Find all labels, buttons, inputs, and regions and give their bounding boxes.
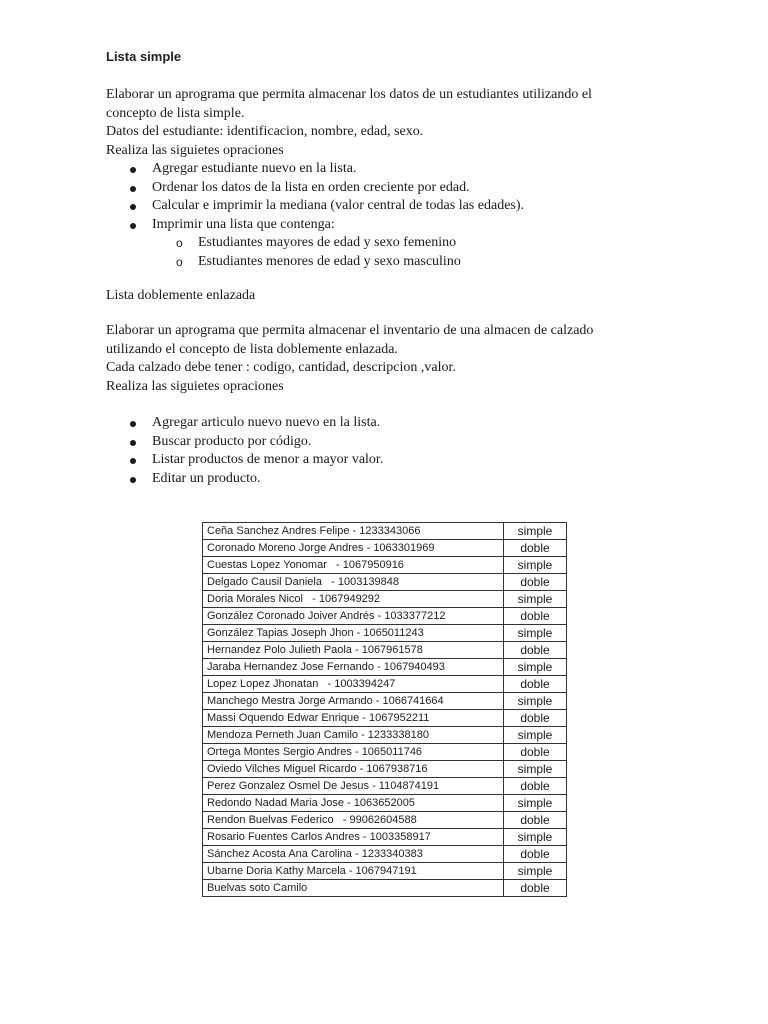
section2-bullet-list	[106, 414, 383, 488]
student-name-cell: Manchego Mestra Jorge Armando - 1066741664	[203, 693, 504, 710]
student-name-cell: Jaraba Hernandez Jose Fernando - 1067940493	[203, 659, 504, 676]
list-type-cell: doble	[504, 710, 567, 727]
list-type-cell: doble	[504, 880, 567, 897]
list-type-cell: doble	[504, 540, 567, 557]
list-item: Agregar articulo nuevo nuevo en la lista.	[106, 414, 383, 433]
student-name-cell: Perez Gonzalez Osmel De Jesus - 1104874191	[203, 778, 504, 795]
table-row	[203, 523, 567, 540]
sub-list-item: o Estudiantes mayores de edad y sexo femenino	[106, 234, 592, 253]
section1-intro-line1: Elaborar un aprograma que permita almacenar los datos de un estudiantes utilizando el	[106, 87, 592, 102]
student-name-cell: Sánchez Acosta Ana Carolina - 1233340383	[203, 846, 504, 863]
student-name-cell: Rosario Fuentes Carlos Andres - 1003358917	[203, 829, 504, 846]
student-name-cell: Hernandez Polo Julieth Paola - 1067961578	[203, 642, 504, 659]
student-name-cell: Buelvas soto Camilo	[203, 880, 504, 897]
list-type-cell: simple	[504, 795, 567, 812]
circle-bullet-icon: o	[176, 254, 183, 269]
student-name-cell: Rendon Buelvas Federico - 99062604588	[203, 812, 504, 829]
table-row	[203, 778, 567, 795]
table-row	[203, 710, 567, 727]
student-name-cell: Delgado Causil Daniela - 1003139848	[203, 574, 504, 591]
bullet-icon	[130, 167, 136, 173]
list-item: Agregar estudiante nuevo en la lista.	[106, 160, 592, 179]
list-type-cell: doble	[504, 744, 567, 761]
list-type-cell: doble	[504, 846, 567, 863]
list-type-cell: simple	[504, 625, 567, 642]
list-type-cell: doble	[504, 676, 567, 693]
bullet-icon	[130, 186, 136, 192]
table-row	[203, 557, 567, 574]
section-heading-lista-simple: Lista simple	[106, 49, 182, 64]
table-row	[203, 863, 567, 880]
student-name-cell: Ortega Montes Sergio Andres - 1065011746	[203, 744, 504, 761]
list-type-cell: simple	[504, 557, 567, 574]
bullet-icon	[130, 477, 136, 483]
table-row	[203, 812, 567, 829]
table-row	[203, 744, 567, 761]
student-name-cell: Massi Oquendo Edwar Enrique - 1067952211	[203, 710, 504, 727]
section2-body	[106, 322, 593, 396]
student-name-cell: Oviedo Vilches Miguel Ricardo - 1067938716	[203, 761, 504, 778]
sub-list-item: o Estudiantes menores de edad y sexo masculino	[106, 253, 592, 272]
bullet-icon	[130, 223, 136, 229]
list-type-cell: simple	[504, 659, 567, 676]
student-assignment-table	[202, 522, 567, 897]
list-type-cell: doble	[504, 642, 567, 659]
table-row	[203, 727, 567, 744]
table-row	[203, 591, 567, 608]
table-row	[203, 761, 567, 778]
student-name-cell: Cuestas Lopez Yonomar - 1067950916	[203, 557, 504, 574]
list-type-cell: doble	[504, 812, 567, 829]
student-name-cell: Doria Morales Nicol - 1067949292	[203, 591, 504, 608]
list-item: Imprimir una lista que contenga: o Estudiantes mayores de edad y sexo femenino o Estudiantes menores de edad y sexo masculino	[106, 216, 592, 272]
student-name-cell: Redondo Nadad Maria Jose - 1063652005	[203, 795, 504, 812]
table-row	[203, 625, 567, 642]
table-row	[203, 659, 567, 676]
section2-intro-line1: Elaborar un aprograma que permita almacenar el inventario de una almacen de calzado	[106, 323, 594, 338]
table-row	[203, 693, 567, 710]
table-row	[203, 846, 567, 863]
list-type-cell: simple	[504, 761, 567, 778]
section1-bullet-list	[106, 160, 592, 271]
list-type-cell: simple	[504, 523, 567, 540]
student-name-cell: González Tapias Joseph Jhon - 1065011243	[203, 625, 504, 642]
section1-body	[106, 86, 592, 271]
bullet-icon	[130, 421, 136, 427]
table-row	[203, 829, 567, 846]
section2-bullets	[106, 414, 383, 488]
circle-bullet-icon: o	[176, 236, 183, 250]
student-name-cell: Ubarne Doria Kathy Marcela - 1067947191	[203, 863, 504, 880]
table-row	[203, 608, 567, 625]
section1-sub-list	[152, 234, 592, 271]
section2-ops-line: Realiza las siguietes opraciones	[106, 378, 284, 394]
list-type-cell: doble	[504, 574, 567, 591]
table-row	[203, 676, 567, 693]
list-type-cell: simple	[504, 829, 567, 846]
bullet-icon	[130, 458, 136, 464]
list-item: Listar productos de menor a mayor valor.	[106, 451, 383, 470]
table-row	[203, 574, 567, 591]
list-item: Editar un producto.	[106, 470, 383, 489]
table-row	[203, 880, 567, 897]
table-row	[203, 795, 567, 812]
list-type-cell: doble	[504, 778, 567, 795]
bullet-icon	[130, 440, 136, 446]
list-type-cell: simple	[504, 693, 567, 710]
table-row	[203, 642, 567, 659]
section1-data-line: Datos del estudiante: identificacion, nombre, edad, sexo.	[106, 124, 424, 139]
section1-intro-line2: concepto de lista simple.	[106, 105, 245, 121]
section2-intro-line2: utilizando el concepto de lista doblemente enlazada.	[106, 341, 398, 357]
list-item: Calcular e imprimir la mediana (valor central de todas las edades).	[106, 197, 592, 216]
student-name-cell: González Coronado Joiver Andrés - 1033377212	[203, 608, 504, 625]
list-item: Ordenar los datos de la lista en orden creciente por edad.	[106, 179, 592, 198]
bullet-icon	[130, 204, 136, 210]
section2-data-line: Cada calzado debe tener : codigo, cantidad, descripcion ,valor.	[106, 360, 456, 375]
student-name-cell: Mendoza Perneth Juan Camilo - 1233338180	[203, 727, 504, 744]
list-type-cell: doble	[504, 608, 567, 625]
list-type-cell: simple	[504, 591, 567, 608]
list-type-cell: simple	[504, 863, 567, 880]
student-name-cell: Ceña Sanchez Andres Felipe - 1233343066	[203, 523, 504, 540]
list-type-cell: simple	[504, 727, 567, 744]
table-row	[203, 540, 567, 557]
student-name-cell: Coronado Moreno Jorge Andres - 1063301969	[203, 540, 504, 557]
section-heading-lista-doble: Lista doblemente enlazada	[106, 288, 256, 303]
section1-ops-line: Realiza las siguietes opraciones	[106, 142, 284, 158]
student-assignment-table-body	[203, 523, 567, 897]
list-item: Buscar producto por código.	[106, 433, 383, 452]
student-name-cell: Lopez Lopez Jhonatan - 1003394247	[203, 676, 504, 693]
